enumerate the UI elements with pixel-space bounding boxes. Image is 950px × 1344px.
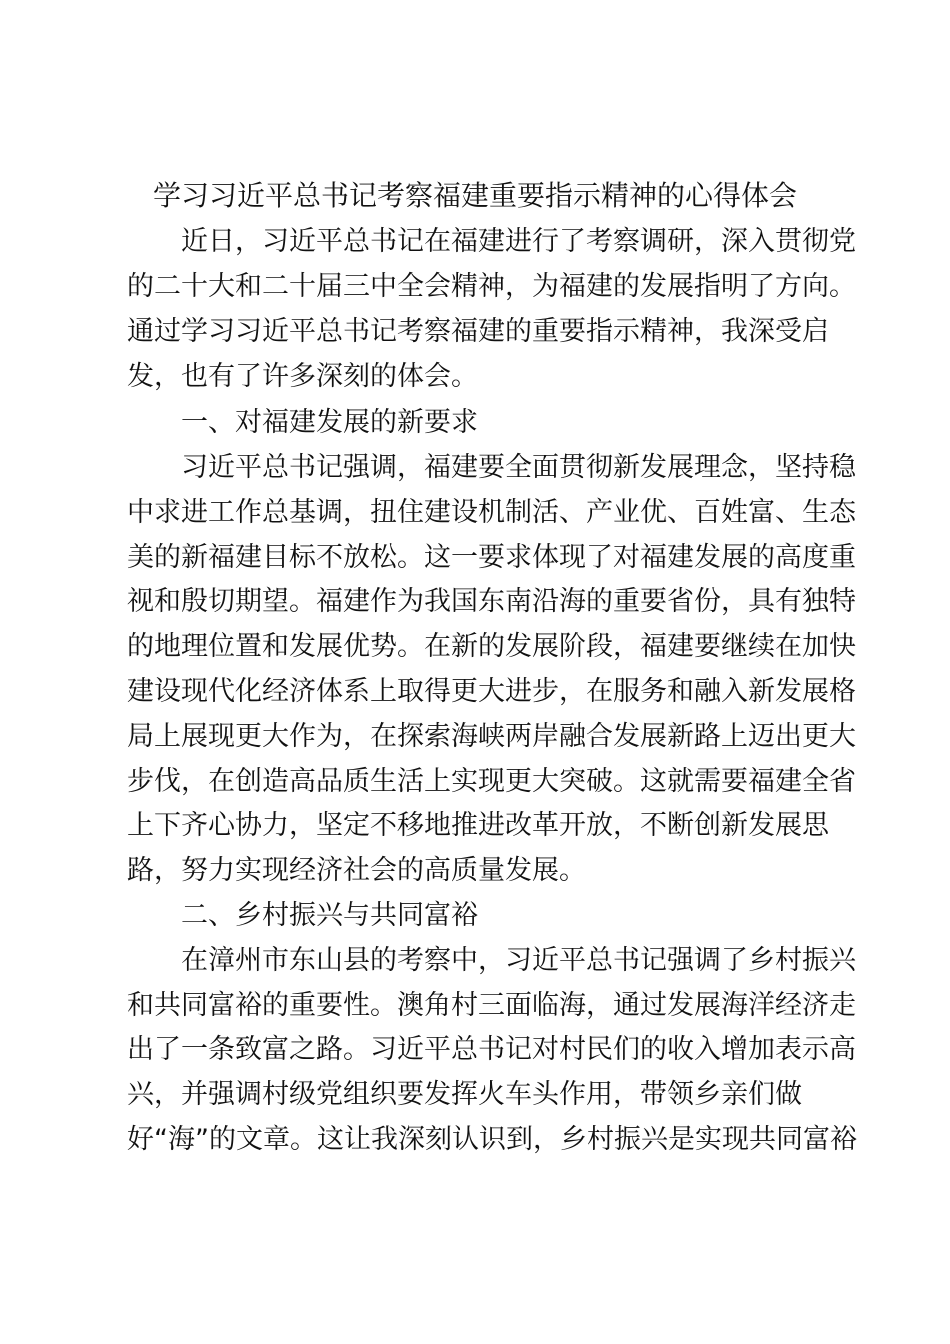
paragraph-line: 兴，并强调村级党组织要发挥火车头作用，带领乡亲们做 [127, 1079, 802, 1110]
document-title: 学习习近平总书记考察福建重要指示精神的心得体会 [152, 179, 797, 212]
paragraph-line: 美的新福建目标不放松。这一要求体现了对福建发展的高度重 [127, 542, 856, 573]
paragraph-line: 通过学习习近平总书记考察福建的重要指示精神，我深受启 [127, 316, 829, 347]
paragraph-line: 的地理位置和发展优势。在新的发展阶段，福建要继续在加快 [127, 631, 856, 662]
paragraph-line: 和共同富裕的重要性。澳角村三面临海，通过发展海洋经济走 [127, 990, 856, 1021]
paragraph-line: 好“海”的文章。这让我深刻认识到，乡村振兴是实现共同富裕 [127, 1124, 857, 1155]
paragraph-line: 出了一条致富之路。习近平总书记对村民们的收入增加表示高 [127, 1034, 856, 1065]
paragraph-line: 的二十大和二十届三中全会精神，为福建的发展指明了方向。 [127, 271, 856, 302]
paragraph-line: 路，努力实现经济社会的高质量发展。 [127, 855, 586, 886]
section-heading: 二、乡村振兴与共同富裕 [181, 900, 478, 931]
paragraph-line: 视和殷切期望。福建作为我国东南沿海的重要省份，具有独特 [127, 586, 856, 617]
paragraph-line: 在漳州市东山县的考察中，习近平总书记强调了乡村振兴 [181, 945, 856, 976]
paragraph-line: 步伐，在创造高品质生活上实现更大突破。这就需要福建全省 [127, 766, 856, 797]
paragraph-line: 上下齐心协力，坚定不移地推进改革开放，不断创新发展思 [127, 810, 829, 841]
paragraph-line: 发，也有了许多深刻的体会。 [127, 361, 478, 392]
paragraph-line: 建设现代化经济体系上取得更大进步，在服务和融入新发展格 [127, 676, 856, 707]
paragraph-line: 习近平总书记强调，福建要全面贯彻新发展理念，坚持稳 [181, 452, 856, 483]
paragraph-line: 中求进工作总基调，扭住建设机制活、产业优、百姓富、生态 [127, 497, 856, 528]
section-heading: 一、对福建发展的新要求 [181, 407, 478, 438]
paragraph-line: 局上展现更大作为，在探索海峡两岸融合发展新路上迈出更大 [127, 721, 856, 752]
paragraph-line: 近日，习近平总书记在福建进行了考察调研，深入贯彻党 [181, 226, 856, 257]
